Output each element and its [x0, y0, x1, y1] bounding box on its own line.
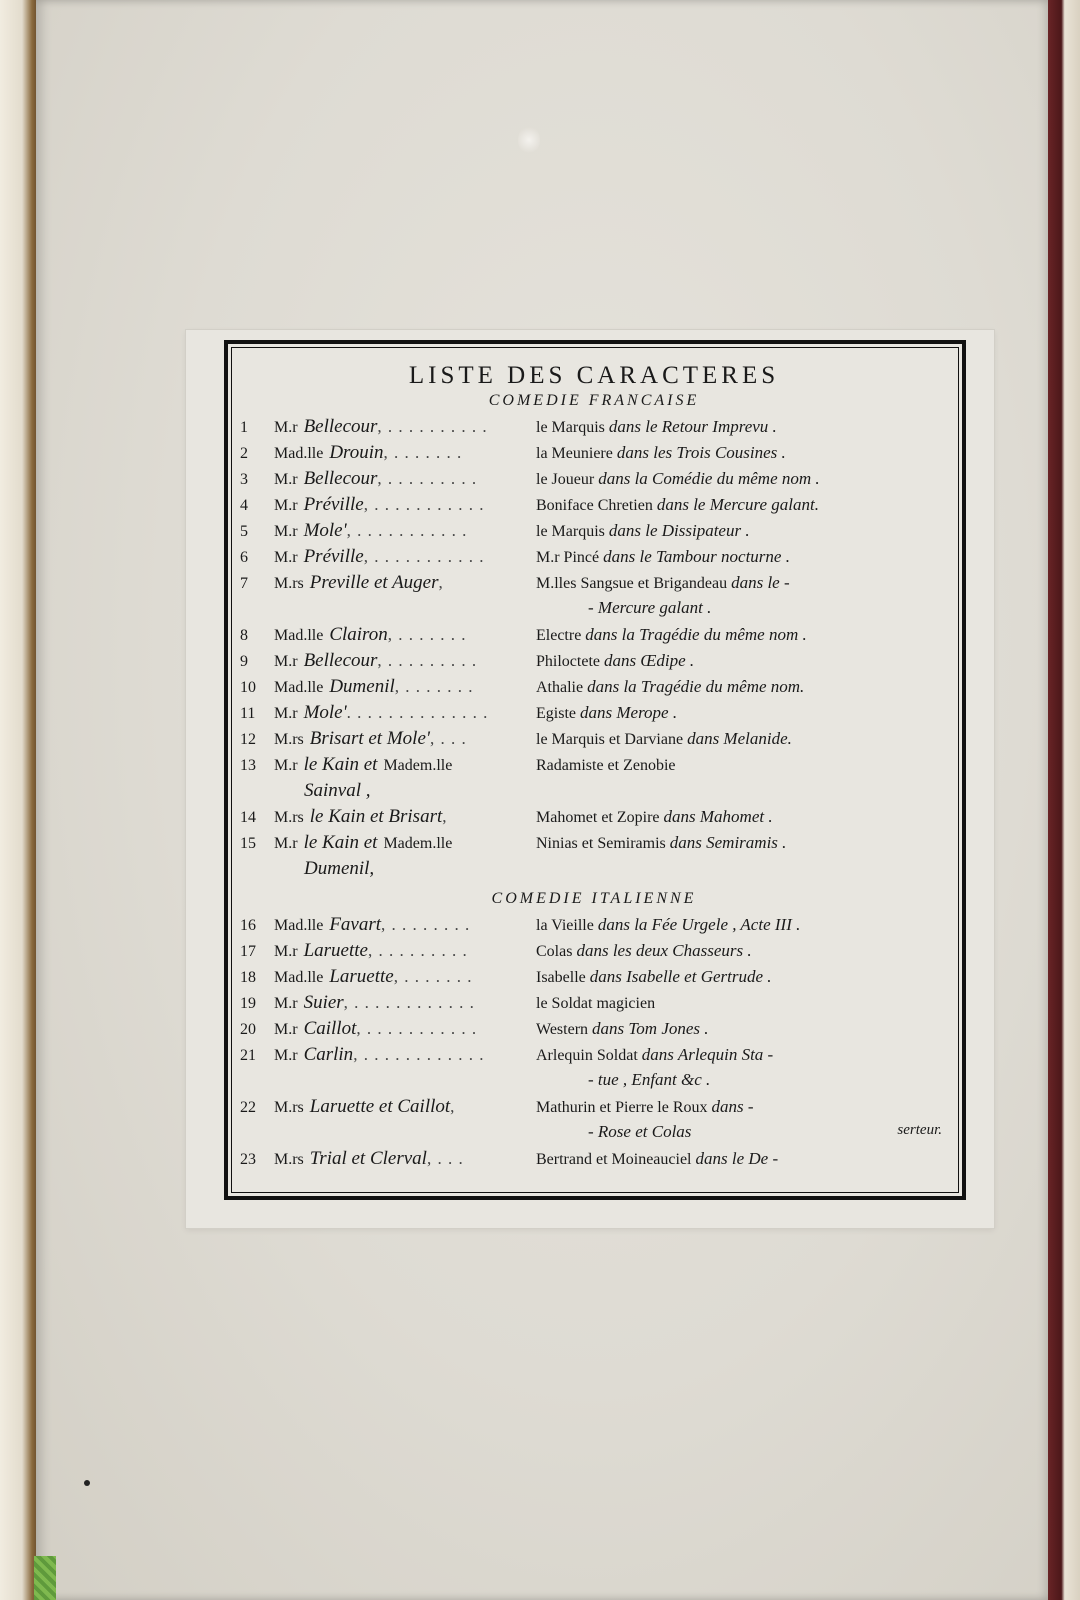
role-play: dans la Comédie du même nom . — [598, 469, 820, 488]
section-heading: COMEDIE FRANCAISE — [488, 392, 700, 409]
leader-dots: , . . . . . . . — [387, 625, 467, 644]
role-play: dans les deux Chasseurs . — [576, 941, 752, 960]
list-item — [240, 992, 948, 1018]
role-cell — [536, 993, 948, 1013]
actor-title: M.r — [274, 1021, 298, 1038]
actor-cell — [274, 1018, 536, 1040]
role-cell — [536, 677, 948, 697]
role-play: dans Mahomet . — [663, 807, 773, 826]
role-play: dans le De - — [695, 1149, 779, 1168]
actor-title: M.r — [274, 757, 298, 774]
bookmark-ribbon — [34, 1556, 56, 1600]
role-name: le Marquis et Darviane — [536, 731, 684, 748]
actor-title: M.r — [274, 523, 298, 540]
actor-title: M.r — [274, 705, 298, 722]
list-item — [240, 1096, 948, 1122]
list-item — [240, 702, 948, 728]
leader-dots: , . . . — [426, 1149, 464, 1168]
book-page — [36, 0, 1048, 1600]
actor-cell — [274, 494, 536, 516]
entry-number: 10 — [240, 679, 256, 696]
actor-name: Laruette — [329, 966, 394, 987]
actor-name: Caillot — [303, 1018, 357, 1039]
role-cell — [536, 833, 948, 853]
role-cell — [536, 1019, 948, 1039]
actor-name: Clairon — [329, 624, 388, 645]
book-cover-right — [1046, 0, 1080, 1600]
list-item-continuation — [240, 1070, 948, 1096]
actor-name: Bellecour — [303, 416, 378, 437]
actor-title: M.rs — [274, 1099, 304, 1116]
list-item — [240, 520, 948, 546]
leader-dots: , . . . . . . . — [393, 967, 473, 986]
entry-number: 9 — [240, 653, 248, 670]
role-play: dans Arlequin Sta - — [641, 1045, 774, 1064]
role-cell — [536, 1097, 948, 1117]
entry-number: 1 — [240, 419, 248, 436]
role-name: Bertrand et Moineauciel — [536, 1151, 692, 1168]
role-continuation-right: serteur. — [897, 1122, 942, 1138]
role-cell — [536, 651, 948, 671]
entry-number: 6 — [240, 549, 248, 566]
actor-cell — [274, 1148, 536, 1170]
list-item — [240, 940, 948, 966]
actor-name: Préville — [303, 546, 364, 567]
actor-title: M.rs — [274, 809, 304, 826]
leader-dots: , . . . . . . . — [394, 677, 474, 696]
role-name: Mathurin et Pierre le Roux — [536, 1099, 708, 1116]
actor-title: M.r — [274, 471, 298, 488]
role-name: M.r Pincé — [536, 549, 600, 566]
list-item — [240, 1044, 948, 1070]
actor-cell — [274, 624, 536, 646]
leader-dots: . . . . . . . . . . . . . . — [346, 703, 489, 722]
actor-name: Favart — [329, 914, 382, 935]
role-cell — [536, 495, 948, 515]
role-play: dans Melanide. — [687, 729, 792, 748]
role-cell — [536, 469, 948, 489]
role-cell — [536, 729, 948, 749]
entry-number: 7 — [240, 575, 248, 592]
list-item-continuation — [240, 598, 948, 624]
role-cell — [536, 1045, 948, 1065]
actor-title: M.r — [274, 549, 298, 566]
entry-number: 20 — [240, 1021, 256, 1038]
book-cover-left — [0, 0, 40, 1600]
actor-cell — [274, 676, 536, 698]
role-name: Philoctete — [536, 653, 600, 670]
actor-cell — [274, 754, 536, 776]
actor-cell — [274, 702, 536, 724]
entry-number: 8 — [240, 627, 248, 644]
actor-cell — [274, 728, 536, 750]
list-item — [240, 1018, 948, 1044]
actor-title-second: Madem.lle — [383, 757, 453, 774]
actor-title: Mad.lle — [274, 627, 324, 644]
role-play: dans la Tragédie du même nom. — [587, 677, 805, 696]
leader-dots: , . . . . . . . . . . — [377, 417, 488, 436]
actor-name: Préville — [303, 494, 364, 515]
leader-dots: , . . . . . . . . — [381, 915, 471, 934]
actor-title: M.r — [274, 497, 298, 514]
leader-dots: , . . . . . . . . . — [377, 651, 478, 670]
actor-title: Mad.lle — [274, 969, 324, 986]
role-play: dans Merope . — [580, 703, 678, 722]
entry-number: 13 — [240, 757, 256, 774]
role-continuation — [536, 1122, 948, 1142]
entry-number: 2 — [240, 445, 248, 462]
actor-cell — [274, 966, 536, 988]
role-cell — [536, 1149, 948, 1169]
role-continuation-text: - tue , Enfant &c . — [588, 1070, 711, 1089]
role-continuation-text: - Mercure galant . — [588, 598, 712, 617]
role-cell — [536, 703, 948, 723]
leader-dots: , — [442, 807, 448, 826]
list-item — [240, 966, 948, 992]
list-item-continuation — [240, 858, 948, 884]
actor-title: M.rs — [274, 731, 304, 748]
actor-cell — [274, 572, 536, 594]
role-name: le Soldat magicien — [536, 995, 656, 1012]
actor-name: Mole' — [303, 702, 347, 723]
actor-cell — [274, 416, 536, 438]
role-play: dans Œdipe . — [603, 651, 695, 670]
list-item — [240, 494, 948, 520]
entry-number: 3 — [240, 471, 248, 488]
actor-name: Laruette — [303, 940, 368, 961]
leader-dots: , . . . . . . . . . . . — [363, 495, 485, 514]
actor-name: Carlin — [303, 1044, 354, 1065]
actor-name: le Kain et — [303, 832, 378, 853]
list-item — [240, 624, 948, 650]
entry-number: 21 — [240, 1047, 256, 1064]
actor-name: Bellecour — [303, 468, 378, 489]
role-name: le Joueur — [536, 471, 595, 488]
actor-title-second: Madem.lle — [383, 835, 453, 852]
actor-title: M.rs — [274, 1151, 304, 1168]
entry-number: 19 — [240, 995, 256, 1012]
actor-cell — [274, 1044, 536, 1066]
role-play: dans Isabelle et Gertrude . — [589, 967, 772, 986]
role-cell — [536, 521, 948, 541]
role-cell — [536, 915, 948, 935]
list-item — [240, 676, 948, 702]
actor-cell — [274, 832, 536, 854]
plate-frame — [224, 340, 966, 1200]
list-item — [240, 754, 948, 780]
actor-name: Dumenil — [329, 676, 395, 697]
actor-title: M.r — [274, 943, 298, 960]
actor-cell — [274, 1096, 536, 1118]
role-play: dans le Dissipateur . — [608, 521, 750, 540]
actor-cell — [274, 992, 536, 1014]
section-heading: COMEDIE ITALIENNE — [491, 890, 697, 907]
actor-cell — [274, 442, 536, 464]
role-play: dans la Tragédie du même nom . — [585, 625, 807, 644]
list-item-continuation — [240, 1122, 948, 1148]
leader-dots: , . . . . . . . . . . . — [356, 1019, 478, 1038]
role-cell — [536, 807, 948, 827]
ink-dot — [84, 1480, 90, 1486]
actor-title: Mad.lle — [274, 445, 324, 462]
actor-name: Brisart et Mole' — [309, 728, 430, 749]
role-name: Colas — [536, 943, 573, 960]
actor-name: le Kain et Brisart — [309, 806, 443, 827]
entry-number: 23 — [240, 1151, 256, 1168]
role-name: Electre — [536, 627, 582, 644]
role-name: Isabelle — [536, 969, 586, 986]
actor-name: Mole' — [303, 520, 347, 541]
role-play: dans le - — [731, 573, 790, 592]
leader-dots: , . . . . . . . . . — [377, 469, 478, 488]
role-name: le Marquis — [536, 419, 605, 436]
role-cell — [536, 625, 948, 645]
list-item — [240, 914, 948, 940]
actor-title: Mad.lle — [274, 679, 324, 696]
actor-cell — [274, 650, 536, 672]
leader-dots: , . . . . . . . . . . . . — [343, 993, 475, 1012]
role-name: le Marquis — [536, 523, 605, 540]
entry-number: 12 — [240, 731, 256, 748]
actor-title: M.rs — [274, 575, 304, 592]
role-name: Ninias et Semiramis — [536, 835, 666, 852]
role-play: dans - — [711, 1097, 754, 1116]
role-name: Egiste — [536, 705, 576, 722]
role-cell — [536, 443, 948, 463]
role-name: M.lles Sangsue et Brigandeau — [536, 575, 728, 592]
role-name: Western — [536, 1021, 589, 1038]
entry-number: 16 — [240, 917, 256, 934]
actor-name: Laruette et Caillot — [309, 1096, 451, 1117]
actor-continuation: Dumenil, — [304, 858, 375, 879]
list-item — [240, 650, 948, 676]
entry-number: 17 — [240, 943, 256, 960]
role-play: dans les Trois Cousines . — [616, 443, 786, 462]
list-item — [240, 546, 948, 572]
role-play: dans Semiramis . — [669, 833, 787, 852]
actor-cell — [274, 940, 536, 962]
actor-title: M.r — [274, 419, 298, 436]
entry-number: 5 — [240, 523, 248, 540]
entry-number: 11 — [240, 705, 256, 722]
actor-cell — [274, 520, 536, 542]
actor-title: M.r — [274, 653, 298, 670]
entry-number: 4 — [240, 497, 248, 514]
plate-content — [231, 347, 959, 1193]
entry-number: 22 — [240, 1099, 256, 1116]
role-name: la Vieille — [536, 917, 594, 934]
leader-dots: , — [438, 573, 444, 592]
role-play: dans le Tambour nocturne . — [603, 547, 790, 566]
role-play: dans le Retour Imprevu . — [608, 417, 777, 436]
list-item — [240, 728, 948, 754]
actor-name: Trial et Clerval — [309, 1148, 427, 1169]
leader-dots: , — [450, 1097, 456, 1116]
sections-container — [240, 392, 948, 1174]
role-cell — [536, 941, 948, 961]
actor-title: M.r — [274, 835, 298, 852]
list-item — [240, 832, 948, 858]
leader-dots: , . . . . . . . . . . . — [363, 547, 485, 566]
list-item — [240, 468, 948, 494]
role-name: Mahomet et Zopire — [536, 809, 660, 826]
actor-cell — [274, 546, 536, 568]
role-name: Radamiste et Zenobie — [536, 757, 676, 774]
role-play: dans le Mercure galant. — [656, 495, 819, 514]
actor-name: le Kain et — [303, 754, 378, 775]
leader-dots: , . . . — [429, 729, 467, 748]
actor-name: Bellecour — [303, 650, 378, 671]
actor-cell — [274, 914, 536, 936]
actor-title: M.r — [274, 995, 298, 1012]
leader-dots: , . . . . . . . . . — [367, 941, 468, 960]
entry-number: 15 — [240, 835, 256, 852]
actor-name: Drouin — [329, 442, 384, 463]
role-cell — [536, 967, 948, 987]
entry-number: 14 — [240, 809, 256, 826]
role-name: Athalie — [536, 679, 584, 696]
list-item — [240, 1148, 948, 1174]
list-item — [240, 442, 948, 468]
role-continuation — [536, 1070, 948, 1090]
role-play: dans la Fée Urgele , Acte III . — [597, 915, 801, 934]
role-play: dans Tom Jones . — [592, 1019, 709, 1038]
role-name: Boniface Chretien — [536, 497, 653, 514]
role-cell — [536, 417, 948, 437]
list-item-continuation — [240, 780, 948, 806]
actor-continuation: Sainval , — [304, 780, 371, 801]
list-item — [240, 806, 948, 832]
entry-number: 18 — [240, 969, 256, 986]
role-continuation — [536, 598, 948, 618]
actor-title: M.r — [274, 1047, 298, 1064]
actor-title: Mad.lle — [274, 917, 324, 934]
role-cell — [536, 755, 948, 775]
paper-blemish — [518, 125, 540, 155]
leader-dots: , . . . . . . . . . . . . — [353, 1045, 485, 1064]
leader-dots: , . . . . . . . . . . . — [346, 521, 468, 540]
role-name: Arlequin Soldat — [536, 1047, 638, 1064]
list-item — [240, 416, 948, 442]
printed-plate — [186, 330, 994, 1228]
actor-name: Preville et Auger — [309, 572, 439, 593]
role-cell — [536, 573, 948, 593]
leader-dots: , . . . . . . . — [383, 443, 463, 462]
role-name: la Meuniere — [536, 445, 613, 462]
role-continuation-text: - Rose et Colas — [588, 1122, 692, 1141]
list-item — [240, 572, 948, 598]
actor-cell — [274, 806, 536, 828]
page-title: LISTE DES CARACTERES — [408, 362, 780, 389]
actor-cell — [274, 468, 536, 490]
role-cell — [536, 547, 948, 567]
actor-name: Suier — [303, 992, 344, 1013]
